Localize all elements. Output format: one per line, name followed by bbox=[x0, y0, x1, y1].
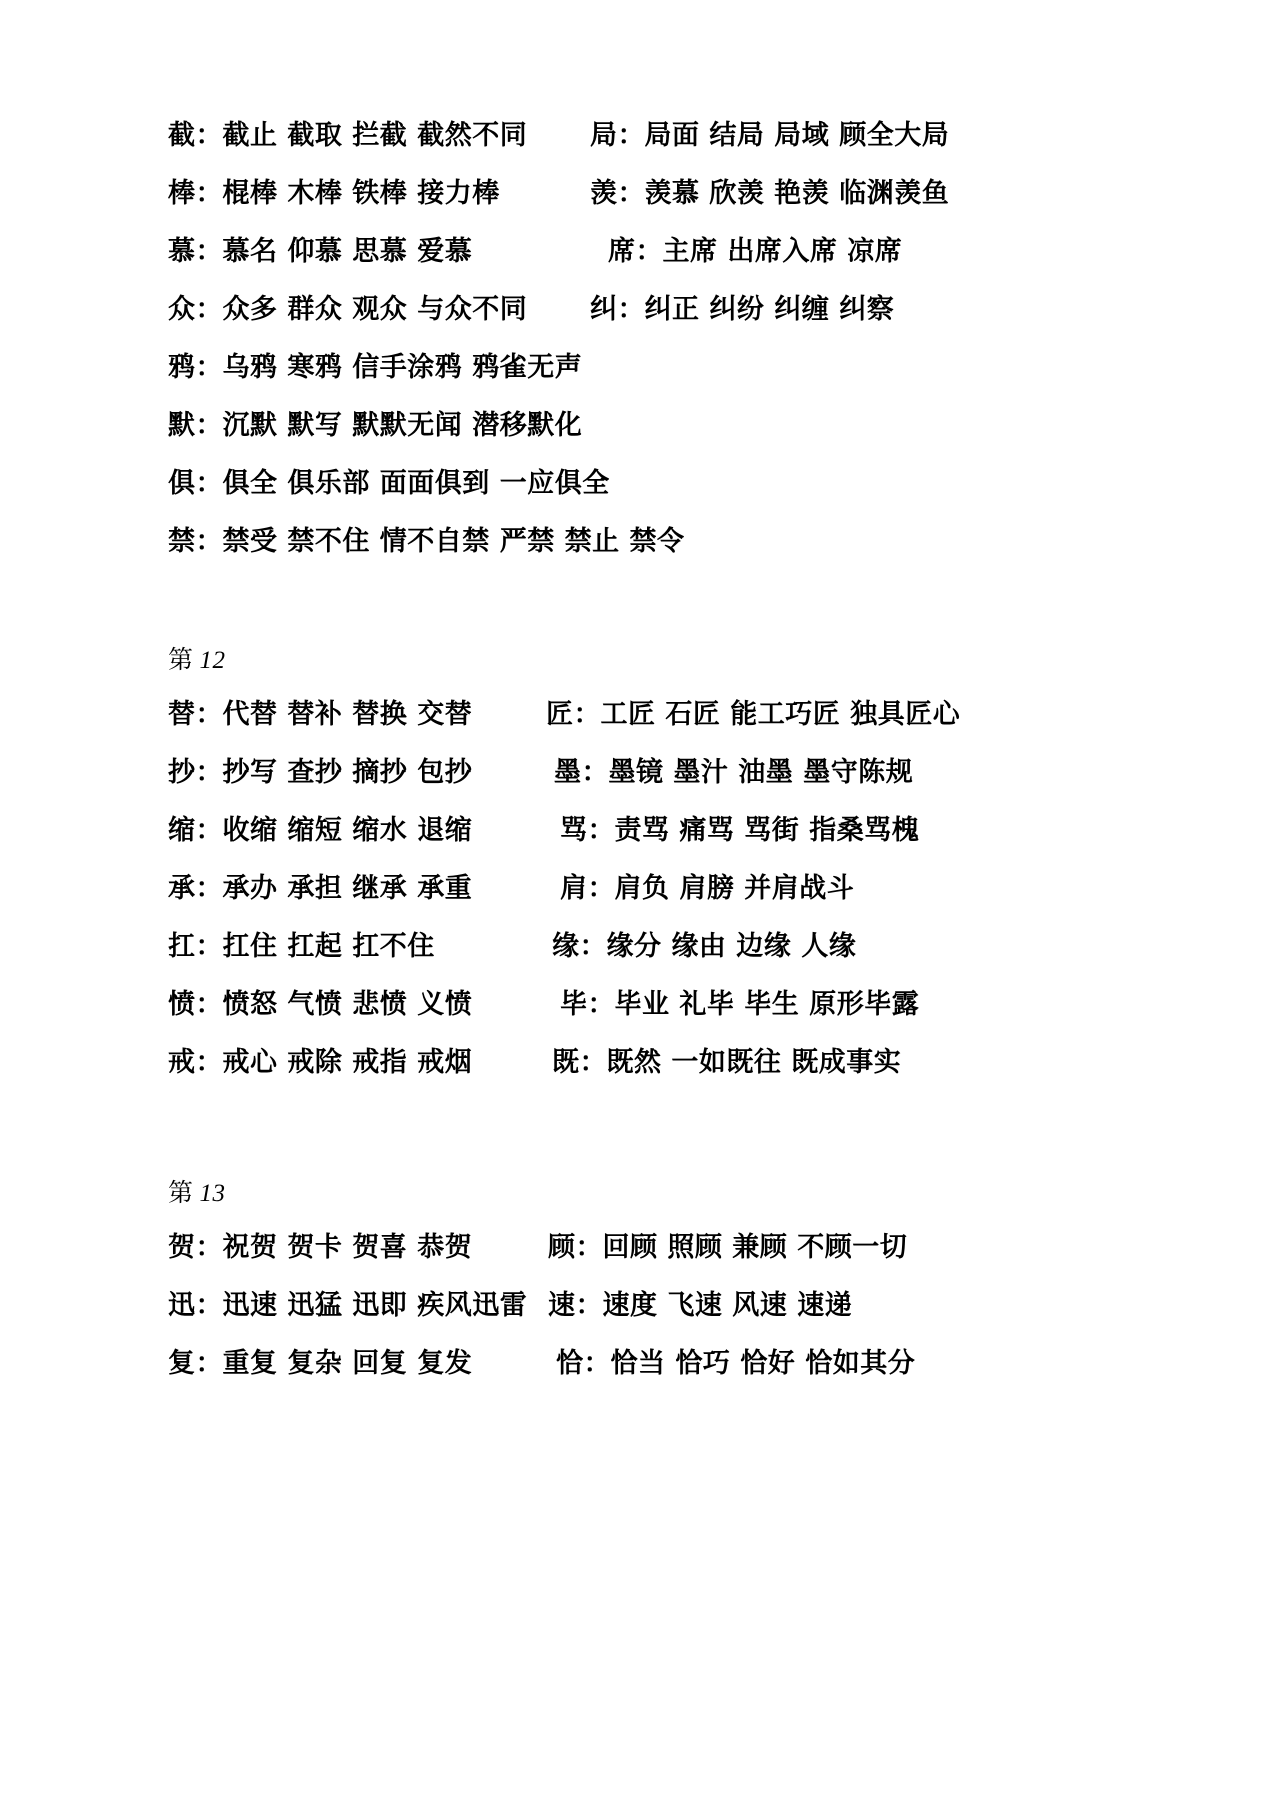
entry-colon: ： bbox=[575, 1290, 603, 1321]
entry-cell-left bbox=[168, 528, 728, 556]
entry-cell-left bbox=[168, 238, 590, 266]
entry-cell-right bbox=[590, 122, 1108, 150]
entry-row bbox=[168, 1350, 1108, 1408]
entry-row bbox=[168, 759, 1108, 817]
entry-cell-left bbox=[168, 1350, 548, 1378]
vocab-entry bbox=[168, 1350, 548, 1378]
entry-words: 速度 飞速 风速 速递 bbox=[602, 1290, 853, 1321]
vocab-entry bbox=[168, 238, 590, 266]
entry-colon: ： bbox=[195, 873, 223, 904]
head-character: 骂 bbox=[560, 815, 588, 846]
entry-colon: ： bbox=[195, 1290, 223, 1321]
entry-cell-right bbox=[546, 759, 1108, 787]
entry-cell-left bbox=[168, 1049, 546, 1077]
entry-words: 迅速 迅猛 迅即 疾风迅雷 bbox=[222, 1290, 528, 1321]
heading-gap bbox=[168, 1206, 1108, 1234]
entry-colon: ： bbox=[195, 468, 223, 499]
vocab-entry bbox=[590, 296, 1108, 324]
entry-cell-right bbox=[590, 296, 1108, 324]
entry-colon: ： bbox=[583, 1348, 611, 1379]
head-character: 席 bbox=[608, 236, 636, 267]
entry-colon: ： bbox=[195, 352, 223, 383]
entry-words: 重复 复杂 回复 复发 bbox=[222, 1348, 473, 1379]
head-character: 扛 bbox=[168, 931, 196, 962]
entry-row bbox=[168, 180, 1108, 238]
head-character: 抄 bbox=[168, 757, 196, 788]
entry-cell-right bbox=[590, 180, 1108, 208]
entry-row bbox=[168, 296, 1108, 354]
entry-cell-left bbox=[168, 180, 590, 208]
vocab-entry bbox=[548, 1234, 1108, 1262]
entry-cell-right bbox=[546, 701, 1108, 729]
entry-words: 既然 一如既往 既成事实 bbox=[606, 1047, 902, 1078]
entry-colon: ： bbox=[195, 526, 223, 557]
entry-colon: ： bbox=[587, 815, 615, 846]
entry-words: 局面 结局 局域 顾全大局 bbox=[644, 120, 950, 151]
entry-row bbox=[168, 528, 1108, 586]
entry-cell-right bbox=[546, 1049, 1108, 1077]
entry-cell-right bbox=[546, 817, 1108, 845]
entry-cell-left bbox=[168, 759, 546, 787]
vocab-entry bbox=[546, 1049, 1108, 1077]
head-character: 纠 bbox=[590, 294, 618, 325]
section-heading-prefix: 第 bbox=[168, 647, 194, 674]
entry-words: 缘分 缘由 边缘 人缘 bbox=[606, 931, 857, 962]
entry-cell-right bbox=[546, 933, 1108, 961]
entry-words: 工匠 石匠 能工巧匠 独具匠心 bbox=[600, 699, 961, 730]
entry-row bbox=[168, 122, 1108, 180]
vocab-entry bbox=[546, 701, 1108, 729]
entry-cell-left bbox=[168, 122, 590, 150]
entry-colon: ： bbox=[573, 699, 601, 730]
head-character: 贺 bbox=[168, 1232, 196, 1263]
head-character: 棒 bbox=[168, 178, 196, 209]
head-character: 愤 bbox=[168, 989, 196, 1020]
vocab-entry bbox=[546, 817, 1108, 845]
section-heading-prefix: 第 bbox=[168, 1180, 194, 1207]
head-character: 截 bbox=[168, 120, 196, 151]
entry-words: 羡慕 欣羡 艳羡 临渊羡鱼 bbox=[644, 178, 950, 209]
entry-cell-right bbox=[546, 991, 1108, 1019]
head-character: 墨 bbox=[554, 757, 582, 788]
entry-cell-left bbox=[168, 875, 546, 903]
entry-words: 责骂 痛骂 骂街 指桑骂槐 bbox=[614, 815, 920, 846]
vocab-entry bbox=[548, 1292, 1108, 1320]
vocab-entry bbox=[168, 933, 546, 961]
entry-cell-left bbox=[168, 991, 546, 1019]
entry-colon: ： bbox=[587, 873, 615, 904]
entry-cell-left bbox=[168, 354, 590, 382]
entry-words: 恰当 恰巧 恰好 恰如其分 bbox=[610, 1348, 916, 1379]
head-character: 顾 bbox=[548, 1232, 576, 1263]
head-character: 羡 bbox=[590, 178, 618, 209]
vocab-entry bbox=[168, 1292, 548, 1320]
entry-row bbox=[168, 1234, 1108, 1292]
entry-row bbox=[168, 238, 1108, 296]
entry-row bbox=[168, 354, 1108, 412]
entry-words: 棍棒 木棒 铁棒 接力棒 bbox=[222, 178, 500, 209]
entry-words: 墨镜 墨汁 油墨 墨守陈规 bbox=[608, 757, 914, 788]
entry-words: 禁受 禁不住 情不自禁 严禁 禁止 禁令 bbox=[222, 526, 685, 557]
entry-words: 俱全 俱乐部 面面俱到 一应俱全 bbox=[222, 468, 610, 499]
entry-row bbox=[168, 875, 1108, 933]
entry-words: 代替 替补 替换 交替 bbox=[222, 699, 473, 730]
entry-cell-left bbox=[168, 468, 610, 499]
section-block-2 bbox=[168, 648, 1108, 1107]
section-gap bbox=[168, 586, 1108, 648]
section-block-1 bbox=[168, 122, 1108, 586]
entry-colon: ： bbox=[195, 410, 223, 441]
entry-words: 沉默 默写 默默无闻 潜移默化 bbox=[222, 410, 583, 441]
section-heading-number: 12 bbox=[199, 647, 226, 674]
entry-colon: ： bbox=[635, 236, 663, 267]
entry-row bbox=[168, 470, 1108, 528]
head-character: 禁 bbox=[168, 526, 196, 557]
entry-words: 戒心 戒除 戒指 戒烟 bbox=[222, 1047, 473, 1078]
vocab-entry bbox=[548, 1350, 1108, 1378]
vocab-entry bbox=[168, 122, 590, 150]
section-heading bbox=[168, 648, 1108, 673]
section-heading-number: 13 bbox=[199, 1180, 226, 1207]
head-character: 恰 bbox=[556, 1348, 584, 1379]
entry-colon: ： bbox=[617, 294, 645, 325]
head-character: 俱 bbox=[168, 468, 196, 499]
entry-colon: ： bbox=[195, 815, 223, 846]
vocab-entry bbox=[168, 354, 590, 382]
entry-colon: ： bbox=[195, 294, 223, 325]
entry-colon: ： bbox=[195, 236, 223, 267]
entry-colon: ： bbox=[195, 1047, 223, 1078]
entry-colon: ： bbox=[617, 120, 645, 151]
head-character: 局 bbox=[590, 120, 618, 151]
entry-cell-left bbox=[168, 817, 546, 845]
entry-row bbox=[168, 991, 1108, 1049]
entry-colon: ： bbox=[195, 1348, 223, 1379]
entry-words: 愤怒 气愤 悲愤 义愤 bbox=[222, 989, 473, 1020]
head-character: 缩 bbox=[168, 815, 196, 846]
head-character: 众 bbox=[168, 294, 196, 325]
vocab-entry bbox=[168, 991, 546, 1019]
entry-colon: ： bbox=[195, 699, 223, 730]
entry-colon: ： bbox=[579, 1047, 607, 1078]
head-character: 既 bbox=[552, 1047, 580, 1078]
vocab-entry bbox=[590, 180, 1108, 208]
entry-cell-left bbox=[168, 933, 546, 961]
entry-cell-left bbox=[168, 701, 546, 729]
entry-words: 祝贺 贺卡 贺喜 恭贺 bbox=[222, 1232, 473, 1263]
vocab-entry bbox=[168, 701, 546, 729]
entry-words: 慕名 仰慕 思慕 爱慕 bbox=[222, 236, 473, 267]
entry-words: 扛住 扛起 扛不住 bbox=[222, 931, 435, 962]
entry-words: 主席 出席入席 凉席 bbox=[662, 236, 903, 267]
entry-words: 众多 群众 观众 与众不同 bbox=[222, 294, 528, 325]
section-gap bbox=[168, 1107, 1108, 1181]
head-character: 默 bbox=[168, 410, 196, 441]
entry-row bbox=[168, 1049, 1108, 1107]
vocab-entry bbox=[168, 817, 546, 845]
entry-colon: ： bbox=[581, 757, 609, 788]
entry-cell-left bbox=[168, 1292, 548, 1320]
entry-row bbox=[168, 817, 1108, 875]
entry-cell-right bbox=[590, 238, 1108, 266]
entry-row bbox=[168, 933, 1108, 991]
entry-cell-left bbox=[168, 412, 590, 440]
vocab-entry bbox=[546, 875, 1108, 903]
entry-colon: ： bbox=[195, 178, 223, 209]
vocab-entry bbox=[168, 296, 590, 324]
head-character: 承 bbox=[168, 873, 196, 904]
head-character: 速 bbox=[548, 1290, 576, 1321]
vocab-entry bbox=[168, 1234, 548, 1262]
entry-colon: ： bbox=[575, 1232, 603, 1263]
entry-words: 肩负 肩膀 并肩战斗 bbox=[614, 873, 855, 904]
vocab-entry bbox=[590, 238, 1108, 266]
entry-words: 截止 截取 拦截 截然不同 bbox=[222, 120, 528, 151]
entry-words: 毕业 礼毕 毕生 原形毕露 bbox=[614, 989, 920, 1020]
head-character: 替 bbox=[168, 699, 196, 730]
entry-colon: ： bbox=[617, 178, 645, 209]
entry-cell-left bbox=[168, 296, 590, 324]
entry-words: 纠正 纠纷 纠缠 纠察 bbox=[644, 294, 895, 325]
entry-colon: ： bbox=[195, 989, 223, 1020]
entry-words: 乌鸦 寒鸦 信手涂鸦 鸦雀无声 bbox=[222, 352, 583, 383]
entry-words: 收缩 缩短 缩水 退缩 bbox=[222, 815, 473, 846]
entry-colon: ： bbox=[587, 989, 615, 1020]
heading-gap bbox=[168, 673, 1108, 701]
entry-row bbox=[168, 1292, 1108, 1350]
head-character: 戒 bbox=[168, 1047, 196, 1078]
vocab-entry bbox=[168, 759, 546, 787]
section-heading bbox=[168, 1181, 1108, 1206]
entry-words: 承办 承担 继承 承重 bbox=[222, 873, 473, 904]
vocab-entry bbox=[168, 1049, 546, 1077]
entry-colon: ： bbox=[195, 757, 223, 788]
section-block-3 bbox=[168, 1181, 1108, 1408]
entry-words: 抄写 查抄 摘抄 包抄 bbox=[222, 757, 473, 788]
entry-cell-left bbox=[168, 1234, 548, 1262]
entry-colon: ： bbox=[195, 1232, 223, 1263]
head-character: 缘 bbox=[552, 931, 580, 962]
entry-colon: ： bbox=[195, 931, 223, 962]
entry-cell-right bbox=[548, 1234, 1108, 1262]
vocab-entry bbox=[168, 180, 590, 208]
head-character: 肩 bbox=[560, 873, 588, 904]
entry-row bbox=[168, 701, 1108, 759]
head-character: 复 bbox=[168, 1348, 196, 1379]
entry-cell-right bbox=[548, 1292, 1108, 1320]
vocab-entry bbox=[168, 875, 546, 903]
entry-colon: ： bbox=[195, 120, 223, 151]
vocab-entry bbox=[546, 991, 1108, 1019]
vocab-entry bbox=[168, 468, 610, 499]
head-character: 慕 bbox=[168, 236, 196, 267]
vocab-entry bbox=[546, 933, 1108, 961]
head-character: 鸦 bbox=[168, 352, 196, 383]
entry-cell-right bbox=[548, 1350, 1108, 1378]
vocab-entry bbox=[168, 412, 590, 440]
entry-colon: ： bbox=[579, 931, 607, 962]
vocab-entry bbox=[168, 528, 728, 556]
vocab-entry bbox=[546, 759, 1108, 787]
head-character: 毕 bbox=[560, 989, 588, 1020]
head-character: 迅 bbox=[168, 1290, 196, 1321]
entry-row bbox=[168, 412, 1108, 470]
document-content bbox=[168, 122, 1108, 1408]
entry-words: 回顾 照顾 兼顾 不顾一切 bbox=[602, 1232, 908, 1263]
head-character: 匠 bbox=[546, 699, 574, 730]
vocab-entry bbox=[590, 122, 1108, 150]
entry-cell-right bbox=[546, 875, 1108, 903]
